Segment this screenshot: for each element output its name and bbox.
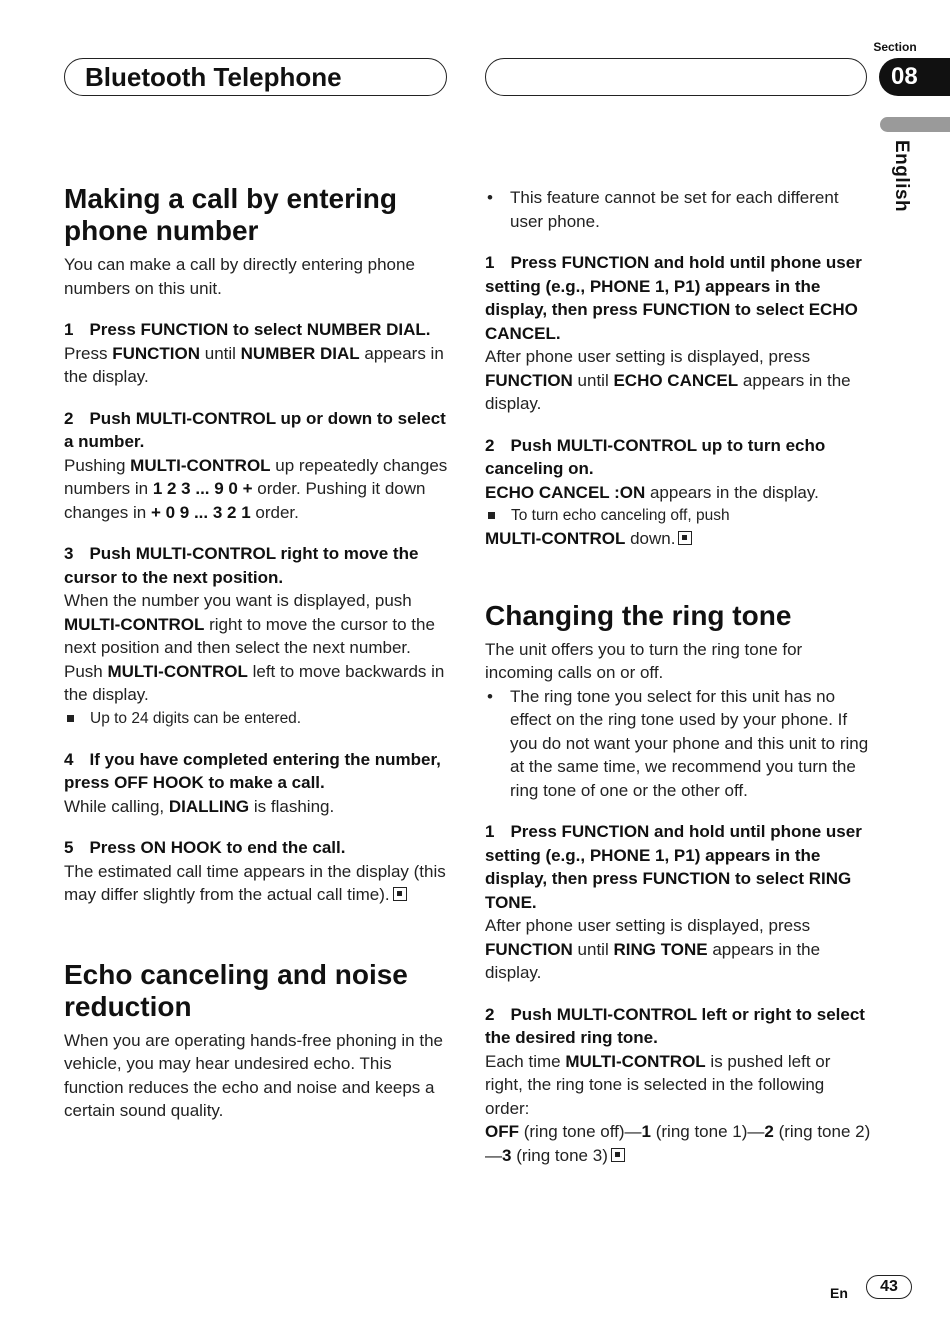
step-2-title: 2 Push MULTI-CONTROL up or down to select a number. (64, 408, 446, 451)
step-5-title: 5 Press ON HOOK to end the call. (64, 838, 346, 857)
echo-heading: Echo canceling and noise reduction (64, 958, 408, 1022)
end-mark-icon (678, 531, 692, 545)
footer-language: En (830, 1285, 848, 1301)
left-column (64, 183, 448, 1123)
bullet-dot-icon: • (487, 188, 493, 207)
header-title-box (64, 58, 447, 96)
language-tab-bar (880, 117, 950, 132)
echo-bullet: • This feature cannot be set for each different user phone. (487, 188, 839, 231)
making-call-heading: Making a call by entering phone number (64, 183, 397, 246)
step-3-note: Up to 24 digits can be entered. (64, 707, 448, 730)
step-2-text: Pushing MULTI-CONTROL up repeatedly changes numbers in 1 2 3 ... 9 0 + order. Pushing it down changes in + 0 9 ... 3 2 1 order. (64, 455, 448, 522)
ring-step-2-title: 2 Push MULTI-CONTROL left or right to select the desired ring tone. (485, 1004, 865, 1047)
end-mark-icon (393, 887, 407, 901)
end-mark-icon (611, 1148, 625, 1162)
ring-heading: Changing the ring tone (485, 599, 792, 631)
header-title: Bluetooth Telephone (85, 62, 342, 92)
header-empty-box (485, 58, 867, 96)
step-3-text: When the number you want is displayed, push MULTI-CONTROL right to move the cursor to the next position and then select the next number. Push MULTI-CONTROL left to move backwards in the display. (64, 591, 445, 704)
ring-step-1-title: 1 Press FUNCTION and hold until phone user setting (e.g., PHONE 1, P1) appears in the display, then press FUNCTION to select RING TONE. (485, 822, 862, 912)
echo-step-2-text: ECHO CANCEL :ON appears in the display. (485, 482, 819, 502)
note-square-icon (488, 512, 495, 519)
page-number: 43 (866, 1275, 912, 1299)
language-tab-label: English (891, 140, 912, 213)
echo-step-2-note: To turn echo canceling off, push (485, 504, 871, 527)
step-1-title: 1 Press FUNCTION to select NUMBER DIAL. (64, 320, 431, 339)
bullet-dot-icon: • (487, 686, 493, 706)
echo-step-2-title: 2 Push MULTI-CONTROL up to turn echo canceling on. (485, 435, 826, 478)
step-5-text: The estimated call time appears in the display (this may differ slightly from the actual call time). (64, 861, 446, 904)
echo-step-1-text: After phone user setting is displayed, press FUNCTION until ECHO CANCEL appears in the display. (485, 347, 851, 413)
echo-intro: When you are operating hands-free phoning in the vehicle, you may hear undesired echo. This function reduces the echo and noise and keeps a certain sound quality. (64, 1030, 443, 1120)
ring-bullet: • The ring tone you select for this unit has no effect on the ring tone used by your phone. If you do not want your phone and this unit to ring at the same time, we recommend you turn the ring tone of one or the other off. (487, 686, 869, 800)
echo-step-2-note-cont: MULTI-CONTROL down. (485, 527, 871, 551)
step-1-text: Press FUNCTION until NUMBER DIAL appears in the display. (64, 343, 444, 386)
ring-step-2-text: Each time MULTI-CONTROL is pushed left or right, the ring tone is selected in the following order: (485, 1051, 831, 1118)
making-call-intro: You can make a call by directly entering phone numbers on this unit. (64, 255, 415, 298)
ring-intro: The unit offers you to turn the ring tone for incoming calls on or off. (485, 639, 803, 682)
step-4-text: While calling, DIALLING is flashing. (64, 796, 335, 816)
step-4-title: 4 If you have completed entering the number, press OFF HOOK to make a call. (64, 749, 441, 792)
note-square-icon (67, 715, 74, 722)
right-column (485, 186, 871, 1167)
section-label: Section (873, 40, 917, 54)
step-3-title: 3 Push MULTI-CONTROL right to move the cursor to the next position. (64, 544, 419, 587)
echo-step-1-title: 1 Press FUNCTION and hold until phone user setting (e.g., PHONE 1, P1) appears in the display, then press FUNCTION to select ECHO CANCEL. (485, 253, 862, 343)
ring-step-2-order: OFF (ring tone off)—1 (ring tone 1)—2 (ring tone 2)—3 (ring tone 3) (485, 1122, 871, 1165)
section-number-badge: 08 (879, 58, 950, 96)
ring-step-1-text: After phone user setting is displayed, press FUNCTION until RING TONE appears in the display. (485, 916, 821, 982)
